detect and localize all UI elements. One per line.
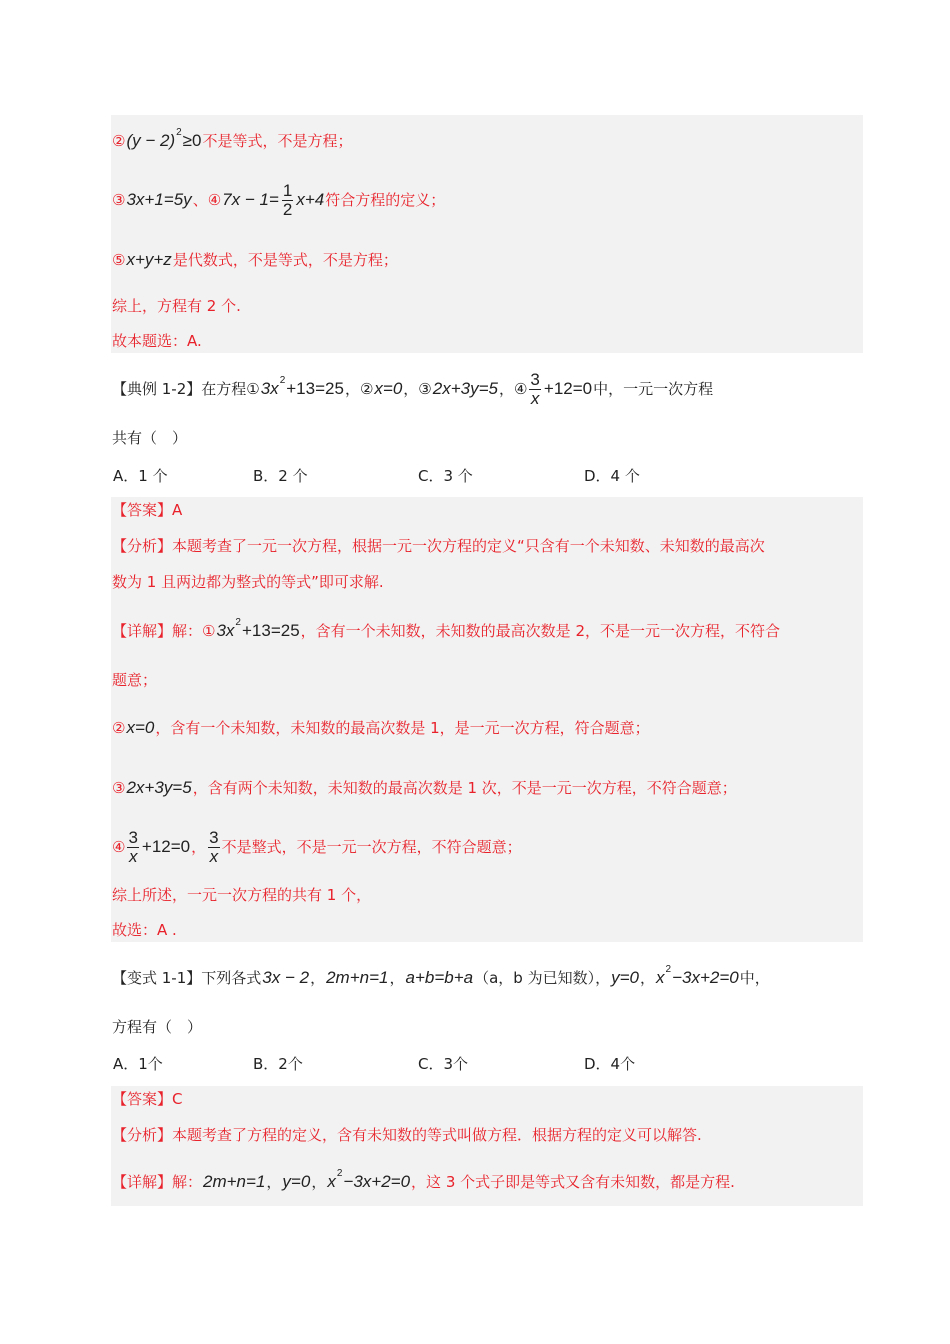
text-line (112, 1170, 735, 1194)
math-expression: 3x+1=5y (126, 190, 192, 209)
text-line (112, 827, 522, 866)
text-line (112, 369, 714, 408)
superscript: 2 (279, 375, 286, 386)
numerator: 1 (282, 180, 293, 200)
math-expression: a+b=b+a (405, 968, 474, 987)
answer-text: ，含有一个未知数，未知数的最高次数是 1，是一元一次方程，符合题意； (155, 719, 650, 737)
math-expression: x+y+z (126, 250, 172, 269)
answer-text: 【答案】C (112, 1090, 183, 1108)
fraction (208, 829, 219, 866)
question-text: ，③ (403, 380, 432, 398)
question-text: （a，b 为已知数）， (474, 969, 611, 987)
math-expression: y=0 (282, 1172, 311, 1191)
math-expression: +12=0 (141, 837, 191, 856)
answer-text: 是代数式，不是等式，不是方程； (172, 251, 398, 269)
superscript: 2 (665, 964, 672, 975)
option-b: B．2 个 (253, 467, 308, 485)
text-line (112, 1015, 202, 1039)
math-expression: +13=25 (286, 379, 344, 398)
text-line (112, 570, 384, 594)
math-expression: 2m+n=1 (203, 1172, 266, 1191)
answer-text: ④ (112, 838, 126, 856)
answer-text: 不是等式，不是方程； (202, 132, 353, 150)
answer-text: 【分析】本题考查了一元一次方程，根据一元一次方程的定义“只含有一个未知数、未知数的最高次 (112, 537, 765, 555)
math-expression: 3x (216, 621, 235, 640)
math-expression: 3x (260, 379, 279, 398)
numerator: 3 (128, 827, 138, 847)
question-text: 方程有（ ） (112, 1018, 203, 1036)
option-b: B．2个 (253, 1055, 303, 1073)
superscript: 2 (235, 617, 241, 628)
text-line (112, 1087, 182, 1111)
text-line (112, 716, 650, 740)
math-expression: x=0 (126, 718, 155, 737)
text-line (112, 918, 177, 942)
answer-text: 、④ (192, 191, 222, 209)
math-expression: 3x − 2 (262, 968, 310, 987)
math-expression: x (327, 1172, 336, 1191)
answer-text: ， (191, 838, 207, 856)
answer-text: 【详解】解： (112, 1173, 203, 1191)
question-text: ， (639, 969, 655, 987)
text-line (112, 668, 157, 692)
answer-text: 综上，方程有 2 个. (112, 297, 241, 315)
answer-text: ，这 3 个式子即是等式又含有未知数，都是方程. (411, 1173, 735, 1191)
answer-text: 数为 1 且两边都为整式的等式”即可求解. (112, 573, 384, 591)
math-expression: (y − 2) (126, 131, 176, 150)
denominator: 2 (282, 199, 293, 219)
fraction (282, 182, 293, 219)
text-line (112, 966, 770, 990)
math-expression: 2x+3y=5 (126, 778, 192, 797)
denominator: x (209, 846, 219, 866)
option-c: C．3 个 (418, 467, 473, 485)
answer-text: ⑤ (112, 251, 126, 269)
question-text: ， (310, 969, 326, 987)
answer-text: ② (112, 719, 126, 737)
question-text: ，② (344, 380, 374, 398)
text-line (112, 1123, 702, 1147)
answer-text: 符合方程的定义； (325, 191, 446, 209)
question-text: 共有（ ） (112, 429, 188, 447)
text-line (112, 294, 241, 318)
text-line (112, 180, 446, 219)
answer-text: ③ (112, 779, 126, 797)
superscript: 2 (176, 127, 182, 138)
text-line (112, 248, 398, 272)
denominator: x (128, 846, 138, 866)
math-expression: 7x − 1= (222, 190, 279, 209)
question-text: ， (389, 969, 405, 987)
option-d: D．4 个 (584, 467, 640, 485)
question-text: 中， (739, 969, 770, 987)
text-line (112, 498, 182, 522)
math-expression: 2m+n=1 (326, 968, 389, 987)
question-text: 中，一元一次方程 (593, 380, 714, 398)
answer-text: 【答案】A (112, 501, 183, 519)
answer-text: 题意； (112, 671, 158, 689)
answer-text: 不是整式，不是一元一次方程，不符合题意； (221, 838, 522, 856)
question-text: ， (266, 1173, 282, 1191)
numerator: 3 (209, 827, 219, 847)
answer-text: ③ (112, 191, 126, 209)
fraction (529, 371, 540, 408)
answer-text: 【详解】解：① (112, 622, 216, 640)
answer-text: ② (112, 132, 126, 150)
denominator: x (530, 388, 540, 408)
math-expression: +12=0 (543, 379, 593, 398)
text-line (112, 426, 187, 450)
fraction (127, 829, 138, 866)
math-expression: +13=25 (241, 621, 300, 640)
math-expression: −3x+2=0 (672, 968, 739, 987)
text-line (112, 776, 737, 800)
text-line (112, 329, 202, 353)
question-text: 【变式 1-1】下列各式 (112, 969, 262, 987)
text-line (112, 883, 371, 907)
answer-text: 故本题选：A. (112, 332, 202, 350)
superscript: 2 (336, 1168, 343, 1179)
question-text: ，④ (498, 380, 528, 398)
math-expression: x+4 (296, 190, 325, 209)
math-expression: −3x+2=0 (343, 1172, 411, 1191)
option-a: A．1个 (113, 1055, 163, 1073)
text-line (112, 129, 352, 153)
numerator: 3 (530, 369, 540, 389)
answer-text: ，含有一个未知数，未知数的最高次数是 2，不是一元一次方程，不符合 (300, 622, 780, 640)
math-expression: y=0 (611, 968, 639, 987)
option-c: C．3个 (418, 1055, 469, 1073)
math-expression: ≥0 (182, 131, 202, 150)
answer-text: 故选：A . (112, 921, 177, 939)
answer-text: 【分析】本题考查了方程的定义，含有未知数的等式叫做方程．根据方程的定义可以解答. (112, 1126, 702, 1144)
option-a: A．1 个 (113, 467, 168, 485)
math-expression: x=0 (374, 379, 403, 398)
question-text: 【典例 1-2】在方程① (112, 380, 260, 398)
math-expression: x (656, 968, 665, 987)
answer-text: ，含有两个未知数，未知数的最高次数是 1 次，不是一元一次方程，不符合题意； (192, 779, 737, 797)
math-expression: 2x+3y=5 (432, 379, 498, 398)
option-d: D．4个 (584, 1055, 636, 1073)
text-line (112, 619, 780, 643)
question-text: ， (311, 1173, 327, 1191)
answer-text: 综上所述，一元一次方程的共有 1 个， (112, 886, 372, 904)
text-line (112, 534, 765, 558)
